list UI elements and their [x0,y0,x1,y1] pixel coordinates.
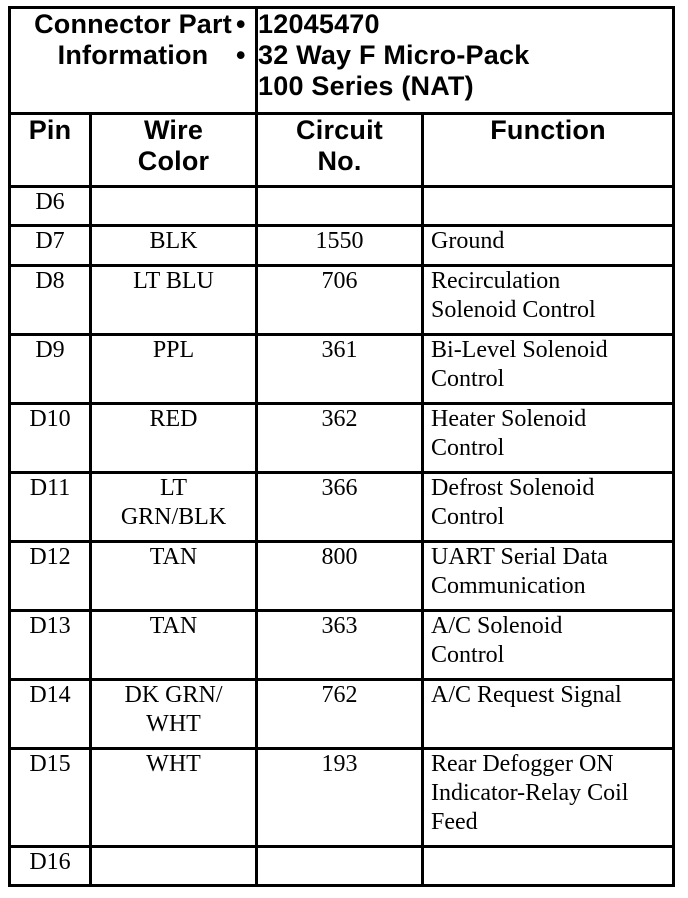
connector-table [8,6,675,887]
connector-series: 100 Series (NAT) [258,71,474,101]
circuit-no-header: Circuit No. [257,114,423,187]
pin-cell: D9 [10,335,91,404]
function-header: Function [423,114,674,187]
wire-color-cell [91,847,257,886]
function-cell: Defrost Solenoid Control [423,473,674,542]
pin-cell: D15 [10,749,91,847]
circuit-cell: 762 [257,680,423,749]
function-cell: Heater Solenoid Control [423,404,674,473]
circuit-cell: 706 [257,266,423,335]
circuit-cell: 1550 [257,226,423,266]
table-row [10,680,674,749]
wire-color-cell: LT BLU [91,266,257,335]
pin-cell: D8 [10,266,91,335]
wire-color-cell: RED [91,404,257,473]
wire-color-cell [91,187,257,226]
table-row [10,187,674,226]
function-cell [423,187,674,226]
wire-color-header: Wire Color [91,114,257,187]
table-row [10,404,674,473]
table-row [10,542,674,611]
table-row [10,473,674,542]
circuit-cell: 361 [257,335,423,404]
table-row [10,226,674,266]
pin-cell: D10 [10,404,91,473]
table-row [10,335,674,404]
wire-color-cell: PPL [91,335,257,404]
circuit-cell: 800 [257,542,423,611]
table-body [10,187,674,886]
pin-cell: D7 [10,226,91,266]
table-row [10,266,674,335]
pin-cell: D12 [10,542,91,611]
connector-info-row [10,8,674,114]
part-number: • 12045470 [236,9,380,39]
pin-cell: D6 [10,187,91,226]
bullet-icon: • [236,9,246,39]
wire-color-cell: LT GRN/BLK [91,473,257,542]
circuit-cell: 363 [257,611,423,680]
function-cell: A/C Solenoid Control [423,611,674,680]
column-header-row [10,114,674,187]
connector-info-value [236,8,674,114]
wire-color-cell: BLK [91,226,257,266]
table-row [10,847,674,886]
function-cell [423,847,674,886]
function-cell: Ground [423,226,674,266]
table-row [10,749,674,847]
connector-info-label: Connector Part Information [10,8,257,114]
table-row [10,611,674,680]
bullet-icon: • [236,40,246,70]
pin-header: Pin [10,114,91,187]
pin-cell: D11 [10,473,91,542]
circuit-cell [257,187,423,226]
wire-color-cell: TAN [91,611,257,680]
pin-cell: D16 [10,847,91,886]
circuit-cell [257,847,423,886]
wire-color-cell: TAN [91,542,257,611]
pin-cell: D13 [10,611,91,680]
pin-cell: D14 [10,680,91,749]
function-cell: UART Serial Data Communication [423,542,674,611]
function-cell: Recirculation Solenoid Control [423,266,674,335]
function-cell: Bi-Level Solenoid Control [423,335,674,404]
connector-type: • 32 Way F Micro-Pack [236,40,530,70]
function-cell: Rear Defogger ON Indicator-Relay Coil Feed [423,749,674,847]
circuit-cell: 193 [257,749,423,847]
wire-color-cell: DK GRN/ WHT [91,680,257,749]
circuit-cell: 366 [257,473,423,542]
function-cell: A/C Request Signal [423,680,674,749]
circuit-cell: 362 [257,404,423,473]
wire-color-cell: WHT [91,749,257,847]
